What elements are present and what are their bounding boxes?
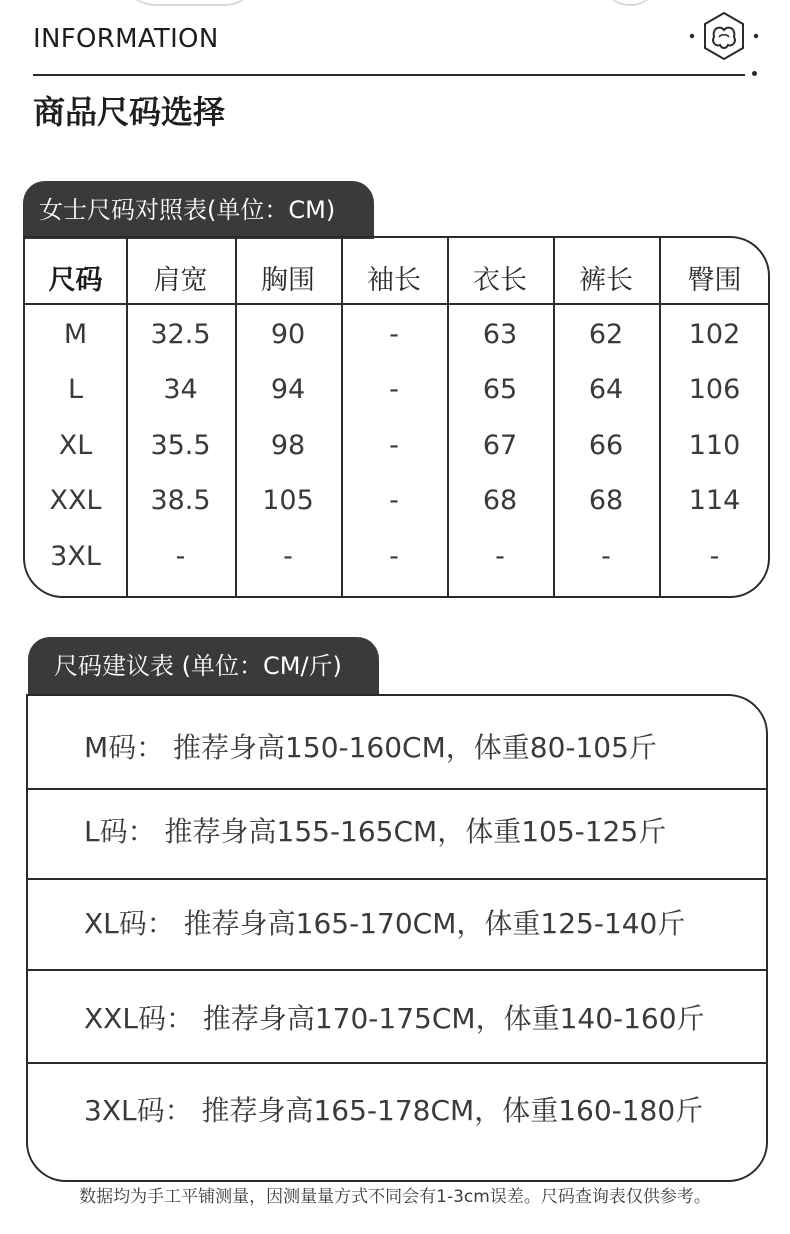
measurement-cell: -: [389, 319, 399, 350]
recommendation-tab: 尺码建议表 (单位：CM/斤): [28, 637, 379, 695]
column-header: 衣长: [473, 265, 527, 296]
information-title: INFORMATION: [33, 24, 219, 54]
decorative-arc: [600, 0, 660, 6]
measurement-cell: -: [601, 541, 611, 572]
measurement-cell: -: [709, 541, 720, 572]
column-header: 肩宽: [153, 265, 208, 296]
measurement-cell: 62: [588, 319, 624, 350]
row-divider: [28, 788, 766, 790]
column-header: 尺码: [48, 265, 103, 296]
measurement-cell: 38.5: [150, 485, 211, 516]
measurement-cell: -: [495, 541, 505, 572]
column-header: 胸围: [261, 265, 315, 296]
measurement-cell: 67: [482, 430, 518, 461]
measurement-cell: 32.5: [150, 319, 211, 350]
measurement-cell: 90: [270, 319, 306, 350]
column-header: 裤长: [579, 265, 633, 296]
measurement-cell: 98: [270, 430, 306, 461]
size-label-cell: M: [63, 319, 88, 350]
row-divider: [28, 1062, 766, 1064]
size-chart-table: [23, 236, 770, 598]
measurement-cell: -: [175, 541, 186, 572]
column-header: 臀围: [687, 265, 742, 296]
recommendation-row: XL码： 推荐身高165-170CM，体重125-140斤: [84, 907, 686, 940]
measurement-cell: 105: [262, 485, 314, 516]
size-label-cell: XXL: [49, 485, 102, 516]
measurement-cell: -: [389, 485, 399, 516]
measurement-footnote: 数据均为手工平铺测量，因测量量方式不同会有1-3cm误差。尺码查询表仅供参考。: [79, 1187, 711, 1207]
measurement-cell: 110: [688, 430, 741, 461]
measurement-cell: 94: [270, 374, 306, 405]
measurement-cell: -: [283, 541, 293, 572]
recommendation-row: L码： 推荐身高155-165CM，体重105-125斤: [84, 815, 667, 848]
measurement-cell: 114: [688, 485, 741, 516]
measurement-cell: 68: [588, 485, 624, 516]
measurement-cell: 66: [588, 430, 624, 461]
column-header: 袖长: [367, 265, 421, 296]
recommendation-row: M码： 推荐身高150-160CM，体重80-105斤: [84, 731, 657, 764]
measurement-cell: -: [389, 430, 399, 461]
row-divider: [28, 878, 766, 880]
header-divider: [33, 74, 745, 76]
header-divider-line: [25, 303, 768, 305]
size-label-cell: L: [67, 374, 84, 405]
page-title: 商品尺码选择: [33, 93, 226, 131]
size-label-cell: XL: [58, 430, 93, 461]
recommendation-row: 3XL码： 推荐身高165-178CM，体重160-180斤: [84, 1094, 704, 1127]
cotton-flower-icon: [688, 10, 760, 62]
measurement-cell: 106: [688, 374, 741, 405]
divider-dot: [752, 71, 757, 76]
measurement-cell: 35.5: [150, 430, 211, 461]
recommendation-row: XXL码： 推荐身高170-175CM，体重140-160斤: [84, 1002, 705, 1035]
measurement-cell: 63: [482, 319, 518, 350]
measurement-cell: 102: [688, 319, 741, 350]
measurement-cell: 65: [482, 374, 518, 405]
measurement-cell: 68: [482, 485, 518, 516]
decorative-arc: [120, 0, 260, 6]
size-chart-tab: 女士尺码对照表(单位：CM): [23, 181, 374, 239]
size-label-cell: 3XL: [50, 541, 101, 572]
recommendation-table: [26, 694, 768, 1182]
measurement-cell: -: [389, 374, 399, 405]
row-divider: [28, 969, 766, 971]
measurement-cell: 64: [588, 374, 624, 405]
measurement-cell: -: [389, 541, 399, 572]
measurement-cell: 34: [163, 374, 198, 405]
